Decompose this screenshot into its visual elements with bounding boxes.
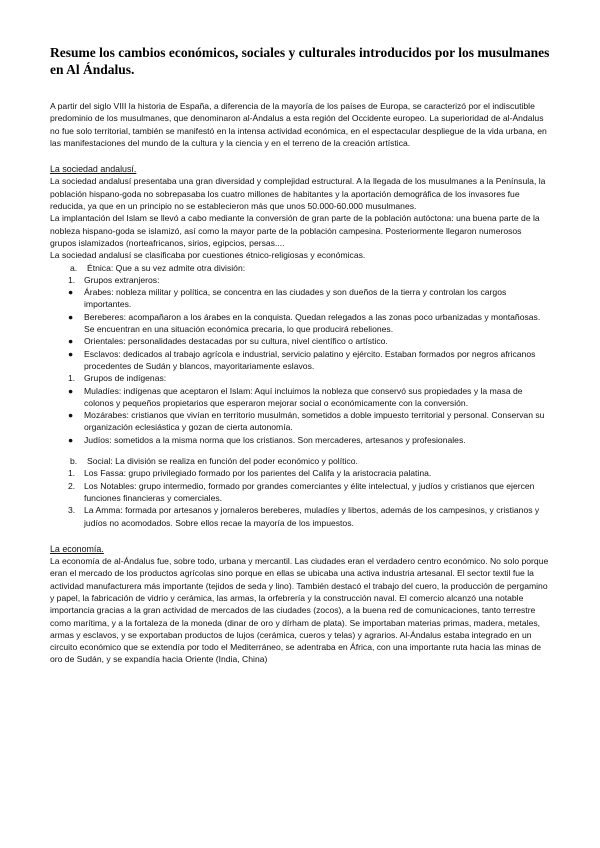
section-heading-economia: La economía. [50, 543, 104, 554]
list-item-text: La Amma: formada por artesanos y jornaleros bereberes, muladíes y libertos, además de los campesinos, y cristianos y judíos no acomodados. Sobre ellos recae la mayoría de los impuestos. [84, 505, 540, 528]
list-item [50, 311, 550, 336]
bullet-icon: ● [68, 385, 74, 396]
bullet-icon: ● [68, 287, 74, 298]
list-marker: 2. [68, 480, 76, 491]
list-marker: 1. [68, 373, 76, 384]
list-item-text: Étnica: Que a su vez admite otra división: [87, 262, 246, 273]
list-item-text: Los Fassa: grupo privilegiado formado por los parientes del Califa y la aristocracia palatina. [84, 468, 432, 479]
list-item [50, 286, 550, 311]
bullet-icon: ● [68, 336, 74, 347]
list-item-text: Judíos: sometidos a la misma norma que los cristianos. Son mercaderes, artesanos y profesionales. [84, 434, 466, 445]
list-item-text: Bereberes: acompañaron a los árabes en la conquista. Quedan relegados a las zonas poco urbanizadas y montañosas. Se encuentran en una situación económica precaria, lo que producirá rebeliones. [84, 311, 541, 335]
list-item [50, 385, 550, 410]
social-classification-list [50, 455, 550, 529]
sociedad-paragraph-3: La sociedad andalusí se clasificaba por cuestiones étnico-religiosas y económicas. [50, 250, 366, 261]
list-marker: 1. [68, 468, 76, 479]
sociedad-paragraph-1: La sociedad andalusí presentaba una gran diversidad y complejidad estructural. A la llegada de los musulmanes a la Península, la población hispano-goda no sobrepasaba los cuatro millones de habitantes y la aportación demográfica de los invasores fue reducida, ya que en un principio no se establecieron más que unos 50.000-60.000 musulmanes. [50, 176, 546, 212]
list-item-text: Árabes: nobleza militar y política, se concentra en las ciudades y son dueños de la tierra y controlan los cargos importantes. [84, 287, 507, 310]
document-title: Resume los cambios económicos, sociales y culturales introducidos por los musulmanes en Al Ándalus. [50, 45, 550, 77]
bullet-icon: ● [68, 434, 74, 445]
list-item [50, 335, 550, 347]
list-item-text: Grupos extranjeros: [84, 274, 160, 285]
list-item-etnica [50, 262, 550, 274]
list-marker: a. [70, 262, 78, 273]
list-item-text: Grupos de indígenas: [84, 373, 167, 384]
list-item-text: Orientales: personalidades destacadas por su cultura, nivel científico o artístico. [84, 336, 388, 347]
list-item-text: Mozárabes: cristianos que vivían en territorio musulmán, sometidos a doble impuesto territorial y personal. Conservan su organización eclesiástica y gozan de cierta autonomía. [84, 410, 545, 433]
list-item [50, 467, 550, 479]
document-page [50, 44, 550, 666]
sociedad-classification-list [50, 262, 550, 446]
list-item-text: Social: La división se realiza en función del poder económico y político. [87, 456, 358, 467]
list-item [50, 409, 550, 434]
bullet-icon: ● [68, 410, 74, 421]
section-heading-sociedad: La sociedad andalusí. [50, 164, 137, 175]
list-item [50, 434, 550, 446]
list-item [50, 504, 550, 529]
sociedad-paragraph-2: La implantación del Islam se llevó a cabo mediante la conversión de gran parte de la población autóctona: una buena parte de la nobleza hispano-goda se islamizó, así como la mayor parte de la población campesina. Posteriormente llegaron numerosos grupos islamizados (norteafricanos, sirios, egipcios, persas.... [50, 213, 540, 248]
list-item-text: Los Notables: grupo intermedio, formado por grandes comerciantes y élite intelectual, y judíos y cristianos que ejercen funciones financieras y comerciales. [84, 480, 535, 503]
list-marker: 1. [68, 274, 76, 285]
list-item [50, 348, 550, 373]
list-marker: 3. [68, 505, 76, 516]
list-item-extranjeros [50, 274, 550, 286]
bullet-icon: ● [68, 348, 74, 359]
list-item-text: Esclavos: dedicados al trabajo agrícola e industrial, servicio palatino y ejército. Estaban formados por negros africanos procedentes de Sudán y blancos, mayoritariamente eslavos. [84, 348, 536, 371]
list-item-social [50, 455, 550, 467]
economia-paragraph-1: La economía de al-Ándalus fue, sobre todo, urbana y mercantil. Las ciudades eran el verdadero centro económico. No solo porque eran el mercado de los productos agrícolas sino porque en ellas se ubicaba una activa industria artesanal. El sector textil fue la actividad manufacturera más importante (tejidos de seda y lino). También destacó el trabajo del cuero, la producción de pergamino y papel, la fabricación de vidrio y cerámica, las armas, la orfebrería y la construcción naval. El comercio alcanzó una notable importancia gracias a la gran actividad de mercados de las ciudades (zocos), a la buena red de comunicaciones, tanto terrestre como marítima, y a la fortaleza de la moneda (dinar de oro y dírham de plata). Se importaban materias primas, madera, metales, armas y esclavos, y se exportaban productos de lujos (cerámica, cueros y telas) y agrarios. Al-Ándalus estaba integrado en un circuito económico que se extendía por todo el Mediterráneo, se adentraba en África, con una importante ruta hacia las minas de oro de Sudán, y se expandía hacia Oriente (India, China) [50, 556, 549, 665]
intro-paragraph: A partir del siglo VIII la historia de España, a diferencia de la mayoría de los países de Europa, se caracterizó por el indiscutible predominio de los musulmanes, que denominaron al-Ándalus a esta región del Occidente europeo. La superioridad de al-Ándalus no fue solo territorial, también se manifestó en la intensa actividad económica, en el espectacular despliegue de la vida urbana, en las manifestaciones del mundo de la cultura y la ciencia y en el terreno de la creación artística. [50, 101, 547, 148]
list-marker: b. [70, 456, 78, 467]
bullet-icon: ● [68, 311, 74, 322]
list-item-indigenas [50, 372, 550, 384]
list-item [50, 480, 550, 505]
list-item-text: Muladíes: indígenas que aceptaron el Islam: Aquí incluimos la nobleza que conservó sus propiedades y la masa de colonos y pequeños propietarios que esperaron mejorar social o económicamente con la conversión. [84, 385, 523, 408]
